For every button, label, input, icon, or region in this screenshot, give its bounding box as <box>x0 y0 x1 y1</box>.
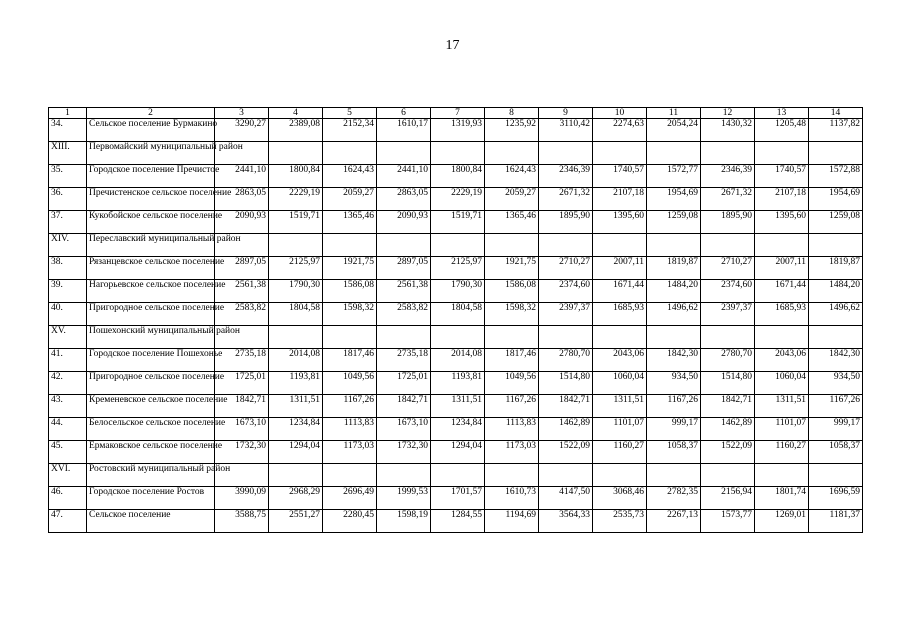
value-cell: 1673,10 <box>377 418 431 441</box>
value-cell: 1167,26 <box>485 395 539 418</box>
value-cell: 1817,46 <box>323 349 377 372</box>
value-cell: 1234,84 <box>269 418 323 441</box>
value-cell <box>539 326 593 349</box>
value-cell <box>809 326 863 349</box>
value-cell: 1259,08 <box>809 211 863 234</box>
column-header: 13 <box>755 108 809 119</box>
value-cell: 999,17 <box>647 418 701 441</box>
row-name-cell: Городское поселение Пречистое <box>87 165 215 188</box>
value-cell: 1319,93 <box>431 119 485 142</box>
value-cell: 2090,93 <box>377 211 431 234</box>
value-cell: 1895,90 <box>539 211 593 234</box>
value-cell <box>647 234 701 257</box>
column-header: 3 <box>215 108 269 119</box>
row-name-cell: Кукобойское сельское поселение <box>87 211 215 234</box>
value-cell: 1696,59 <box>809 487 863 510</box>
table-row <box>49 257 863 280</box>
row-name-cell: Кременевское сельское поселение <box>87 395 215 418</box>
value-cell: 2007,11 <box>593 257 647 280</box>
value-cell: 3588,75 <box>215 510 269 533</box>
value-cell <box>485 142 539 165</box>
value-cell <box>269 464 323 487</box>
value-cell <box>701 142 755 165</box>
value-cell <box>755 464 809 487</box>
table-row <box>49 234 863 257</box>
table-row <box>49 303 863 326</box>
value-cell: 1685,93 <box>593 303 647 326</box>
value-cell: 1572,77 <box>647 165 701 188</box>
value-cell: 1572,88 <box>809 165 863 188</box>
value-cell: 2561,38 <box>377 280 431 303</box>
value-cell: 1395,60 <box>755 211 809 234</box>
value-cell: 934,50 <box>809 372 863 395</box>
value-cell: 1167,26 <box>809 395 863 418</box>
value-cell: 1732,30 <box>377 441 431 464</box>
value-cell: 2054,24 <box>647 119 701 142</box>
value-cell: 2441,10 <box>377 165 431 188</box>
table-row <box>49 326 863 349</box>
value-cell: 1181,37 <box>809 510 863 533</box>
value-cell: 1269,01 <box>755 510 809 533</box>
value-cell <box>755 234 809 257</box>
value-cell: 2125,97 <box>431 257 485 280</box>
value-cell: 1954,69 <box>647 188 701 211</box>
value-cell: 1049,56 <box>485 372 539 395</box>
value-cell: 1732,30 <box>215 441 269 464</box>
value-cell: 1311,51 <box>593 395 647 418</box>
value-cell <box>323 142 377 165</box>
value-cell: 3110,42 <box>539 119 593 142</box>
row-index-cell: XV. <box>49 326 87 349</box>
value-cell: 1484,20 <box>647 280 701 303</box>
value-cell <box>269 142 323 165</box>
row-index-cell: 38. <box>49 257 87 280</box>
value-cell <box>809 464 863 487</box>
value-cell: 2696,49 <box>323 487 377 510</box>
value-cell: 999,17 <box>809 418 863 441</box>
value-cell: 1624,43 <box>323 165 377 188</box>
table-row <box>49 119 863 142</box>
value-cell: 1598,32 <box>323 303 377 326</box>
value-cell: 1284,55 <box>431 510 485 533</box>
value-cell <box>593 326 647 349</box>
value-cell: 2535,73 <box>593 510 647 533</box>
value-cell: 1519,71 <box>431 211 485 234</box>
value-cell: 1671,44 <box>755 280 809 303</box>
value-cell <box>593 464 647 487</box>
value-cell <box>755 142 809 165</box>
value-cell: 2397,37 <box>539 303 593 326</box>
value-cell: 1496,62 <box>809 303 863 326</box>
value-cell <box>431 464 485 487</box>
value-cell: 1842,71 <box>539 395 593 418</box>
value-cell: 1610,73 <box>485 487 539 510</box>
value-cell: 2710,27 <box>539 257 593 280</box>
value-cell: 1921,75 <box>485 257 539 280</box>
row-name-cell: Городское поселение Ростов <box>87 487 215 510</box>
row-name-cell: Первомайский муниципальный район <box>87 142 215 165</box>
value-cell <box>269 326 323 349</box>
value-cell <box>323 464 377 487</box>
value-cell: 1173,03 <box>485 441 539 464</box>
value-cell: 1484,20 <box>809 280 863 303</box>
value-cell: 1921,75 <box>323 257 377 280</box>
value-cell: 2710,27 <box>701 257 755 280</box>
value-cell: 1514,80 <box>539 372 593 395</box>
value-cell <box>377 464 431 487</box>
value-cell: 1294,04 <box>269 441 323 464</box>
value-cell: 1954,69 <box>809 188 863 211</box>
row-index-cell: 34. <box>49 119 87 142</box>
value-cell: 1060,04 <box>755 372 809 395</box>
value-cell: 1842,30 <box>809 349 863 372</box>
value-cell: 2897,05 <box>377 257 431 280</box>
value-cell: 2671,32 <box>539 188 593 211</box>
value-cell <box>809 142 863 165</box>
value-cell: 2229,19 <box>269 188 323 211</box>
value-cell <box>323 234 377 257</box>
value-cell: 1259,08 <box>647 211 701 234</box>
value-cell: 1671,44 <box>593 280 647 303</box>
value-cell: 2229,19 <box>431 188 485 211</box>
row-name-cell: Пречистенское сельское поселение <box>87 188 215 211</box>
value-cell: 2441,10 <box>215 165 269 188</box>
column-header: 11 <box>647 108 701 119</box>
value-cell: 2107,18 <box>593 188 647 211</box>
column-header: 5 <box>323 108 377 119</box>
column-header: 1 <box>49 108 87 119</box>
value-cell: 1725,01 <box>377 372 431 395</box>
value-cell: 1790,30 <box>431 280 485 303</box>
value-cell: 1598,19 <box>377 510 431 533</box>
value-cell <box>485 464 539 487</box>
row-index-cell: 39. <box>49 280 87 303</box>
value-cell: 1311,51 <box>755 395 809 418</box>
value-cell: 2274,63 <box>593 119 647 142</box>
value-cell <box>593 142 647 165</box>
value-cell <box>431 234 485 257</box>
value-cell <box>431 142 485 165</box>
table-row <box>49 487 863 510</box>
value-cell: 1160,27 <box>755 441 809 464</box>
value-cell: 1842,71 <box>215 395 269 418</box>
value-cell <box>809 234 863 257</box>
value-cell: 1800,84 <box>431 165 485 188</box>
value-cell: 1462,89 <box>701 418 755 441</box>
row-index-cell: 47. <box>49 510 87 533</box>
row-name-cell: Ростовский муниципальный район <box>87 464 215 487</box>
table-row <box>49 211 863 234</box>
value-cell: 2346,39 <box>701 165 755 188</box>
value-cell: 1817,46 <box>485 349 539 372</box>
row-name-cell: Ермаковское сельское поселение <box>87 441 215 464</box>
value-cell <box>539 464 593 487</box>
value-cell: 1101,07 <box>593 418 647 441</box>
value-cell: 1790,30 <box>269 280 323 303</box>
value-cell: 3290,27 <box>215 119 269 142</box>
table-row <box>49 418 863 441</box>
value-cell: 1522,09 <box>539 441 593 464</box>
value-cell: 2561,38 <box>215 280 269 303</box>
value-cell: 2156,94 <box>701 487 755 510</box>
row-name-cell: Пригородное сельское поселение <box>87 372 215 395</box>
table-row <box>49 188 863 211</box>
value-cell: 1462,89 <box>539 418 593 441</box>
value-cell: 2551,27 <box>269 510 323 533</box>
value-cell <box>377 234 431 257</box>
value-cell: 1740,57 <box>593 165 647 188</box>
value-cell: 2735,18 <box>215 349 269 372</box>
row-name-cell: Сельское поселение <box>87 510 215 533</box>
column-header: 12 <box>701 108 755 119</box>
value-cell: 1598,32 <box>485 303 539 326</box>
value-cell: 1234,84 <box>431 418 485 441</box>
column-header: 8 <box>485 108 539 119</box>
value-cell <box>701 464 755 487</box>
row-name-cell: Переславский муниципальный район <box>87 234 215 257</box>
value-cell: 1522,09 <box>701 441 755 464</box>
value-cell: 1167,26 <box>323 395 377 418</box>
value-cell: 1173,03 <box>323 441 377 464</box>
table-row <box>49 349 863 372</box>
row-name-cell: Сельское поселение Бурмакино <box>87 119 215 142</box>
value-cell: 2780,70 <box>701 349 755 372</box>
value-cell <box>701 234 755 257</box>
row-index-cell: XIV. <box>49 234 87 257</box>
value-cell: 2043,06 <box>593 349 647 372</box>
value-cell: 2280,45 <box>323 510 377 533</box>
table-row <box>49 395 863 418</box>
row-index-cell: 36. <box>49 188 87 211</box>
value-cell: 2863,05 <box>215 188 269 211</box>
column-header: 14 <box>809 108 863 119</box>
value-cell: 2735,18 <box>377 349 431 372</box>
value-cell: 1167,26 <box>647 395 701 418</box>
value-cell: 1311,51 <box>431 395 485 418</box>
table-row <box>49 441 863 464</box>
value-cell: 1205,48 <box>755 119 809 142</box>
value-cell: 2782,35 <box>647 487 701 510</box>
value-cell: 1514,80 <box>701 372 755 395</box>
value-cell: 1842,30 <box>647 349 701 372</box>
value-cell <box>485 326 539 349</box>
value-cell: 1365,46 <box>323 211 377 234</box>
row-index-cell: 41. <box>49 349 87 372</box>
value-cell: 2014,08 <box>269 349 323 372</box>
row-name-cell: Пригородное сельское поселение <box>87 303 215 326</box>
column-header: 7 <box>431 108 485 119</box>
value-cell: 1673,10 <box>215 418 269 441</box>
value-cell: 1573,77 <box>701 510 755 533</box>
value-cell <box>485 234 539 257</box>
row-index-cell: 45. <box>49 441 87 464</box>
value-cell: 2007,11 <box>755 257 809 280</box>
value-cell: 2374,60 <box>539 280 593 303</box>
value-cell: 2397,37 <box>701 303 755 326</box>
value-cell: 1999,53 <box>377 487 431 510</box>
row-name-cell: Нагорьевское сельское поселение <box>87 280 215 303</box>
value-cell <box>755 326 809 349</box>
value-cell: 1235,92 <box>485 119 539 142</box>
page-number: 17 <box>445 38 460 53</box>
value-cell: 1395,60 <box>593 211 647 234</box>
value-cell: 934,50 <box>647 372 701 395</box>
value-cell: 1685,93 <box>755 303 809 326</box>
value-cell: 1842,71 <box>377 395 431 418</box>
value-cell: 2107,18 <box>755 188 809 211</box>
value-cell: 1610,17 <box>377 119 431 142</box>
value-cell <box>647 326 701 349</box>
value-cell: 1430,32 <box>701 119 755 142</box>
row-name-cell: Городское поселение Пошехонье <box>87 349 215 372</box>
column-header: 9 <box>539 108 593 119</box>
value-cell: 2267,13 <box>647 510 701 533</box>
value-cell: 1193,81 <box>269 372 323 395</box>
value-cell: 1496,62 <box>647 303 701 326</box>
value-cell: 1586,08 <box>323 280 377 303</box>
value-cell: 2043,06 <box>755 349 809 372</box>
value-cell: 1519,71 <box>269 211 323 234</box>
value-cell: 1113,83 <box>323 418 377 441</box>
value-cell: 1060,04 <box>593 372 647 395</box>
value-cell <box>539 234 593 257</box>
row-index-cell: 42. <box>49 372 87 395</box>
value-cell: 2968,29 <box>269 487 323 510</box>
value-cell <box>269 234 323 257</box>
row-index-cell: XIII. <box>49 142 87 165</box>
row-index-cell: XVI. <box>49 464 87 487</box>
value-cell: 1624,43 <box>485 165 539 188</box>
value-cell: 3990,09 <box>215 487 269 510</box>
table-header-row <box>49 108 863 119</box>
row-name-cell: Белосельское сельское поселение <box>87 418 215 441</box>
value-cell: 3068,46 <box>593 487 647 510</box>
value-cell: 2125,97 <box>269 257 323 280</box>
value-cell: 2090,93 <box>215 211 269 234</box>
row-index-cell: 43. <box>49 395 87 418</box>
value-cell: 1113,83 <box>485 418 539 441</box>
value-cell: 1842,71 <box>701 395 755 418</box>
value-cell: 1725,01 <box>215 372 269 395</box>
value-cell <box>377 326 431 349</box>
row-index-cell: 35. <box>49 165 87 188</box>
value-cell: 2863,05 <box>377 188 431 211</box>
value-cell: 1895,90 <box>701 211 755 234</box>
row-index-cell: 37. <box>49 211 87 234</box>
table-row <box>49 510 863 533</box>
value-cell: 2152,34 <box>323 119 377 142</box>
value-cell: 1194,69 <box>485 510 539 533</box>
value-cell: 1193,81 <box>431 372 485 395</box>
column-header: 6 <box>377 108 431 119</box>
table-row <box>49 142 863 165</box>
column-header: 2 <box>87 108 215 119</box>
value-cell: 1049,56 <box>323 372 377 395</box>
value-cell: 2583,82 <box>377 303 431 326</box>
data-table <box>48 107 863 533</box>
value-cell <box>323 326 377 349</box>
value-cell <box>377 142 431 165</box>
value-cell: 1801,74 <box>755 487 809 510</box>
value-cell: 1058,37 <box>647 441 701 464</box>
table-row <box>49 280 863 303</box>
column-header: 4 <box>269 108 323 119</box>
value-cell <box>701 326 755 349</box>
value-cell: 2389,08 <box>269 119 323 142</box>
value-cell <box>593 234 647 257</box>
value-cell: 1058,37 <box>809 441 863 464</box>
table-row <box>49 464 863 487</box>
value-cell: 1586,08 <box>485 280 539 303</box>
value-cell <box>431 326 485 349</box>
value-cell: 1160,27 <box>593 441 647 464</box>
value-cell: 2780,70 <box>539 349 593 372</box>
value-cell: 1819,87 <box>809 257 863 280</box>
value-cell: 3564,33 <box>539 510 593 533</box>
column-header: 10 <box>593 108 647 119</box>
value-cell: 2014,08 <box>431 349 485 372</box>
value-cell: 2059,27 <box>485 188 539 211</box>
value-cell: 2583,82 <box>215 303 269 326</box>
value-cell <box>647 464 701 487</box>
value-cell: 2897,05 <box>215 257 269 280</box>
row-name-cell: Пошехонский муниципальный район <box>87 326 215 349</box>
value-cell: 1740,57 <box>755 165 809 188</box>
row-index-cell: 44. <box>49 418 87 441</box>
value-cell: 2346,39 <box>539 165 593 188</box>
value-cell: 1311,51 <box>269 395 323 418</box>
row-name-cell: Рязанцевское сельское поселение <box>87 257 215 280</box>
value-cell: 1819,87 <box>647 257 701 280</box>
value-cell: 1800,84 <box>269 165 323 188</box>
value-cell: 2374,60 <box>701 280 755 303</box>
value-cell: 1294,04 <box>431 441 485 464</box>
value-cell: 1101,07 <box>755 418 809 441</box>
value-cell: 2059,27 <box>323 188 377 211</box>
value-cell: 1137,82 <box>809 119 863 142</box>
table-row <box>49 165 863 188</box>
value-cell: 1804,58 <box>431 303 485 326</box>
table-row <box>49 372 863 395</box>
value-cell: 1701,57 <box>431 487 485 510</box>
value-cell: 1365,46 <box>485 211 539 234</box>
value-cell: 2671,32 <box>701 188 755 211</box>
value-cell: 1804,58 <box>269 303 323 326</box>
row-index-cell: 40. <box>49 303 87 326</box>
value-cell <box>647 142 701 165</box>
value-cell <box>539 142 593 165</box>
value-cell: 4147,50 <box>539 487 593 510</box>
row-index-cell: 46. <box>49 487 87 510</box>
